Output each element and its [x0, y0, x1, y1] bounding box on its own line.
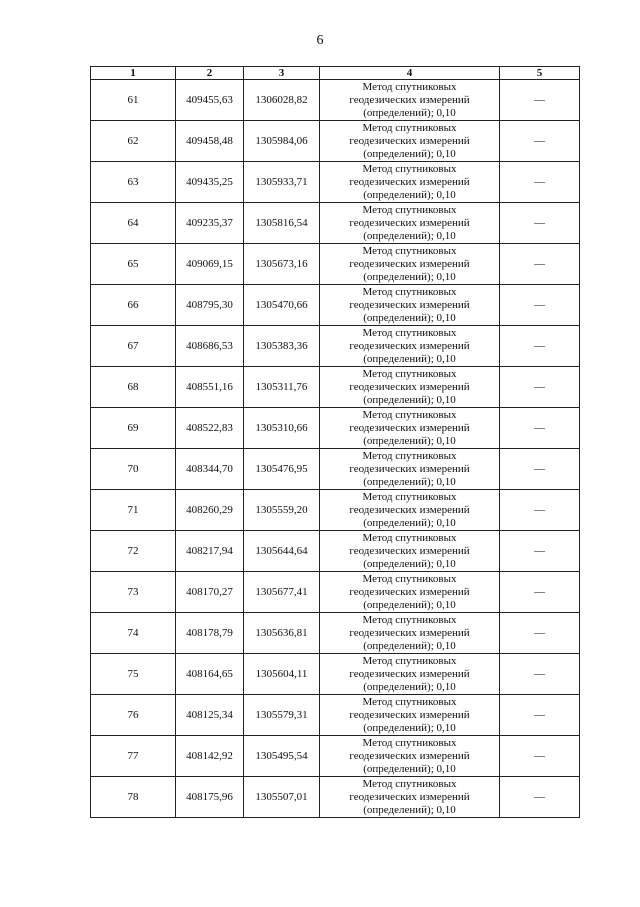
note-cell: —: [500, 408, 580, 449]
coordinate-x: 409069,15: [176, 244, 244, 285]
method-line: геодезических измерений: [349, 708, 470, 721]
note-cell: —: [500, 121, 580, 162]
column-header: 3: [244, 67, 320, 80]
table-row: [91, 162, 580, 203]
table-row: [91, 367, 580, 408]
table-row: [91, 490, 580, 531]
point-number: 77: [91, 736, 176, 777]
method-line: геодезических измерений: [349, 134, 470, 147]
point-number: 65: [91, 244, 176, 285]
point-number: 67: [91, 326, 176, 367]
method-line: Метод спутниковых: [362, 572, 457, 585]
method-line: геодезических измерений: [349, 585, 470, 598]
coordinate-y: 1305476,95: [244, 449, 320, 490]
note-cell: —: [500, 449, 580, 490]
method-cell: [320, 326, 500, 367]
note-cell: —: [500, 367, 580, 408]
point-number: 69: [91, 408, 176, 449]
table-row: [91, 203, 580, 244]
method-line: Метод спутниковых: [362, 121, 457, 134]
coordinate-y: 1305495,54: [244, 736, 320, 777]
note-cell: —: [500, 531, 580, 572]
coordinate-x: 408175,96: [176, 777, 244, 818]
note-cell: —: [500, 654, 580, 695]
method-line: (определений); 0,10: [363, 147, 456, 160]
method-line: геодезических измерений: [349, 790, 470, 803]
coordinate-x: 408795,30: [176, 285, 244, 326]
method-cell: [320, 121, 500, 162]
point-number: 62: [91, 121, 176, 162]
note-cell: —: [500, 777, 580, 818]
point-number: 68: [91, 367, 176, 408]
method-line: Метод спутниковых: [362, 777, 457, 790]
note-cell: —: [500, 244, 580, 285]
note-cell: —: [500, 572, 580, 613]
method-line: (определений); 0,10: [363, 803, 456, 816]
table-row: [91, 244, 580, 285]
method-line: (определений); 0,10: [363, 229, 456, 242]
method-line: Метод спутниковых: [362, 654, 457, 667]
method-cell: [320, 244, 500, 285]
point-number: 74: [91, 613, 176, 654]
method-line: (определений); 0,10: [363, 393, 456, 406]
method-cell: [320, 490, 500, 531]
table-row: [91, 777, 580, 818]
coordinate-y: 1306028,82: [244, 80, 320, 121]
coordinate-x: 408260,29: [176, 490, 244, 531]
point-number: 75: [91, 654, 176, 695]
column-header: 4: [320, 67, 500, 80]
page-number: 6: [316, 33, 324, 48]
method-line: (определений); 0,10: [363, 721, 456, 734]
method-line: Метод спутниковых: [362, 285, 457, 298]
coordinate-y: 1305816,54: [244, 203, 320, 244]
note-cell: —: [500, 162, 580, 203]
column-header: 1: [91, 67, 176, 80]
coordinate-x: 408217,94: [176, 531, 244, 572]
coordinate-x: 409435,25: [176, 162, 244, 203]
method-line: геодезических измерений: [349, 544, 470, 557]
method-line: Метод спутниковых: [362, 736, 457, 749]
method-line: (определений); 0,10: [363, 352, 456, 365]
coordinate-y: 1305673,16: [244, 244, 320, 285]
coordinate-x: 409235,37: [176, 203, 244, 244]
method-line: Метод спутниковых: [362, 203, 457, 216]
coordinate-y: 1305677,41: [244, 572, 320, 613]
note-cell: —: [500, 613, 580, 654]
method-line: Метод спутниковых: [362, 695, 457, 708]
method-line: Метод спутниковых: [362, 244, 457, 257]
method-line: геодезических измерений: [349, 257, 470, 270]
method-cell: [320, 367, 500, 408]
method-line: геодезических измерений: [349, 503, 470, 516]
table-row: [91, 121, 580, 162]
method-line: Метод спутниковых: [362, 449, 457, 462]
point-number: 76: [91, 695, 176, 736]
note-cell: —: [500, 490, 580, 531]
coordinate-x: 409455,63: [176, 80, 244, 121]
point-number: 70: [91, 449, 176, 490]
table-row: [91, 572, 580, 613]
coordinates-table: [90, 66, 580, 818]
method-line: Метод спутниковых: [362, 490, 457, 503]
method-cell: [320, 736, 500, 777]
coordinate-x: 408178,79: [176, 613, 244, 654]
coordinate-x: 408344,70: [176, 449, 244, 490]
coordinate-x: 408125,34: [176, 695, 244, 736]
method-line: (определений); 0,10: [363, 639, 456, 652]
table-row: [91, 449, 580, 490]
coordinate-x: 408551,16: [176, 367, 244, 408]
method-line: (определений); 0,10: [363, 270, 456, 283]
column-header: 2: [176, 67, 244, 80]
coordinate-x: 408686,53: [176, 326, 244, 367]
method-cell: [320, 695, 500, 736]
method-line: (определений); 0,10: [363, 106, 456, 119]
note-cell: —: [500, 326, 580, 367]
method-line: (определений); 0,10: [363, 762, 456, 775]
method-line: (определений); 0,10: [363, 680, 456, 693]
coordinate-y: 1305559,20: [244, 490, 320, 531]
table-header-row: [91, 67, 580, 80]
method-line: Метод спутниковых: [362, 613, 457, 626]
coordinate-x: 408142,92: [176, 736, 244, 777]
method-cell: [320, 408, 500, 449]
table-row: [91, 80, 580, 121]
method-line: (определений); 0,10: [363, 516, 456, 529]
column-header: 5: [500, 67, 580, 80]
coordinate-y: 1305636,81: [244, 613, 320, 654]
method-line: Метод спутниковых: [362, 408, 457, 421]
method-cell: [320, 80, 500, 121]
note-cell: —: [500, 736, 580, 777]
coordinate-x: 408164,65: [176, 654, 244, 695]
method-cell: [320, 203, 500, 244]
note-cell: —: [500, 695, 580, 736]
table-row: [91, 736, 580, 777]
table-body: [91, 80, 580, 818]
coordinate-y: 1305383,36: [244, 326, 320, 367]
method-line: (определений); 0,10: [363, 598, 456, 611]
method-cell: [320, 654, 500, 695]
coordinate-y: 1305933,71: [244, 162, 320, 203]
coordinate-y: 1305311,76: [244, 367, 320, 408]
point-number: 71: [91, 490, 176, 531]
table-row: [91, 326, 580, 367]
method-line: Метод спутниковых: [362, 80, 457, 93]
note-cell: —: [500, 203, 580, 244]
point-number: 64: [91, 203, 176, 244]
coordinate-y: 1305604,11: [244, 654, 320, 695]
table-row: [91, 531, 580, 572]
note-cell: —: [500, 80, 580, 121]
table-row: [91, 285, 580, 326]
method-cell: [320, 531, 500, 572]
coordinate-y: 1305984,06: [244, 121, 320, 162]
point-number: 78: [91, 777, 176, 818]
table-row: [91, 408, 580, 449]
method-line: (определений); 0,10: [363, 434, 456, 447]
coordinate-y: 1305507,01: [244, 777, 320, 818]
coordinate-y: 1305579,31: [244, 695, 320, 736]
method-line: Метод спутниковых: [362, 326, 457, 339]
coordinate-y: 1305310,66: [244, 408, 320, 449]
point-number: 63: [91, 162, 176, 203]
point-number: 72: [91, 531, 176, 572]
method-line: геодезических измерений: [349, 749, 470, 762]
method-line: геодезических измерений: [349, 667, 470, 680]
table-row: [91, 695, 580, 736]
method-cell: [320, 572, 500, 613]
method-line: геодезических измерений: [349, 298, 470, 311]
method-line: (определений); 0,10: [363, 188, 456, 201]
method-cell: [320, 613, 500, 654]
method-line: Метод спутниковых: [362, 531, 457, 544]
method-line: геодезических измерений: [349, 93, 470, 106]
method-line: (определений); 0,10: [363, 311, 456, 324]
coordinate-x: 408170,27: [176, 572, 244, 613]
method-line: Метод спутниковых: [362, 162, 457, 175]
method-line: геодезических измерений: [349, 175, 470, 188]
note-cell: —: [500, 285, 580, 326]
coordinate-x: 408522,83: [176, 408, 244, 449]
method-cell: [320, 449, 500, 490]
method-line: геодезических измерений: [349, 380, 470, 393]
coordinate-y: 1305644,64: [244, 531, 320, 572]
method-cell: [320, 162, 500, 203]
table-row: [91, 613, 580, 654]
method-line: геодезических измерений: [349, 216, 470, 229]
method-line: геодезических измерений: [349, 339, 470, 352]
method-cell: [320, 285, 500, 326]
method-line: геодезических измерений: [349, 421, 470, 434]
method-line: геодезических измерений: [349, 462, 470, 475]
method-line: (определений); 0,10: [363, 475, 456, 488]
method-line: (определений); 0,10: [363, 557, 456, 570]
method-line: геодезических измерений: [349, 626, 470, 639]
point-number: 73: [91, 572, 176, 613]
coordinate-x: 409458,48: [176, 121, 244, 162]
method-line: Метод спутниковых: [362, 367, 457, 380]
table-row: [91, 654, 580, 695]
point-number: 66: [91, 285, 176, 326]
coordinate-y: 1305470,66: [244, 285, 320, 326]
point-number: 61: [91, 80, 176, 121]
method-cell: [320, 777, 500, 818]
